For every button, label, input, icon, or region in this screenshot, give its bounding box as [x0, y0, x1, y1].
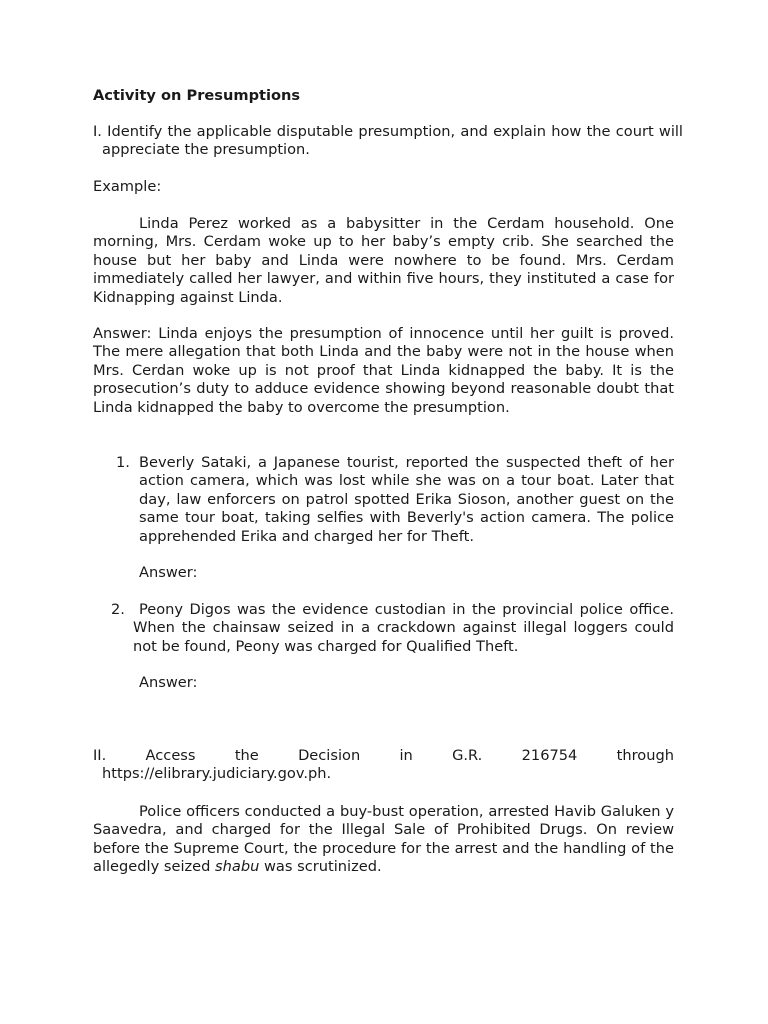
example-paragraph: Linda Perez worked as a babysitter in the Cerdam household. One morning, Mrs. Cerdam woke up to her baby’s empty crib. She searched the house but her baby and Linda were nowhere to be found. Mrs. Cerdam immediately called her lawyer, and within five hours, they instituted a case for Kidnapping against Linda. [93, 215, 674, 306]
example-answer: Answer: Linda enjoys the presumption of innocence until her guilt is proved. The mere allegation that both Linda and the baby were not in the house when Mrs. Cerdan woke up is not proof that Linda kidnapped the baby. It is the prosecution’s duty to adduce evidence showing beyond reasonable doubt that Linda kidnapped the baby to overcome the presumption. [93, 325, 674, 416]
section-2-paragraph-text: Police officers conducted a buy-bust operation, arrested Havib Galuken y Saavedra, and charged for the Illegal Sale of Prohibited Drugs. On review before the Supreme Court, the procedure for the arrest and the handling of the allegedly seized [93, 803, 674, 876]
list-item-1-answer-label: Answer: [139, 564, 198, 581]
section-2-word: Access [145, 747, 196, 764]
section-2-word: II. [93, 747, 107, 764]
section-2-word: 216754 [521, 747, 578, 764]
section-2-paragraph-italic: shabu [215, 858, 260, 876]
section-2-word: through [616, 747, 674, 764]
list-item-1-number: 1. [116, 454, 130, 471]
example-label: Example: [93, 178, 162, 195]
list-item-2-number: 2. [111, 601, 125, 618]
section-2-heading-line [93, 747, 674, 765]
list-item-2-answer-label: Answer: [139, 674, 198, 691]
section-2-word: in [399, 747, 413, 764]
section-2-paragraph [93, 803, 674, 877]
section-2-word: the [234, 747, 259, 764]
list-item-1 [116, 454, 674, 546]
section-2-word: G.R. [452, 747, 483, 764]
section-1-instruction: I. Identify the applicable disputable presumption, and explain how the court will appreciate the presumption. [93, 123, 683, 159]
section-2-heading [93, 747, 674, 784]
document-title: Activity on Presumptions [93, 87, 301, 104]
section-2-paragraph-end: was scrutinized. [259, 858, 382, 876]
section-2-url: https://elibrary.judiciary.gov.ph. [102, 765, 332, 783]
section-2-word: Decision [298, 747, 361, 764]
list-item-2 [111, 601, 674, 656]
list-item-1-text: Beverly Sataki, a Japanese tourist, reported the suspected theft of her action camera, which was lost while she was on a tour boat. Later that day, law enforcers on patrol spotted Erika Sioson, another guest on the same tour boat, taking selfies with Beverly's action camera. The police apprehended Erika and charged her for Theft. [139, 454, 674, 545]
list-item-2-text: Peony Digos was the evidence custodian in the provincial police office. When the chainsaw seized in a crackdown against illegal loggers could not be found, Peony was charged for Qualified Theft. [133, 601, 674, 655]
